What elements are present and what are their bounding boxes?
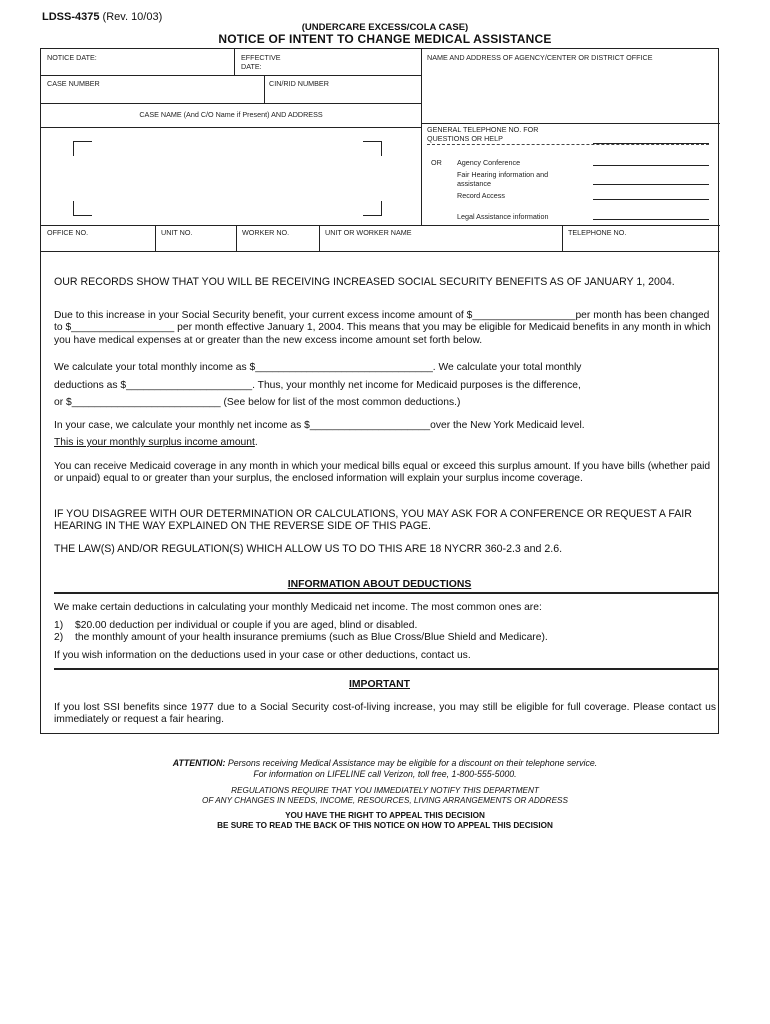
section-rule (54, 592, 719, 594)
deduction-item-number: 2) (54, 632, 64, 643)
grid-line (236, 225, 237, 252)
legal-assistance-label: Legal Assistance information (457, 212, 549, 221)
general-phone-label: GENERAL TELEPHONE NO. FOR QUESTIONS OR HELP (427, 125, 539, 143)
paragraph-net-difference: or $__________________________ (See below for list of the most common deductions.) (54, 397, 461, 408)
grid-line (234, 49, 235, 76)
agency-conference-label: Agency Conference (457, 158, 521, 167)
appeal-line-1: YOU HAVE THE RIGHT TO APPEAL THIS DECISION (285, 811, 485, 820)
page-title: NOTICE OF INTENT TO CHANGE MEDICAL ASSISTANCE (218, 32, 552, 46)
grid-line (562, 225, 563, 252)
grid-line (41, 127, 421, 128)
record-access-label: Record Access (457, 191, 505, 200)
appeal-line-2: BE SURE TO READ THE BACK OF THIS NOTICE ON HOW TO APPEAL THIS DECISION (217, 821, 553, 830)
section-rule (54, 668, 719, 670)
unit-no-label: UNIT NO. (161, 228, 193, 237)
grid-line (41, 225, 720, 226)
attention-label: ATTENTION: (172, 758, 226, 768)
deduction-item-1: $20.00 deduction per individual or couple if you are aged, blind or disabled. (75, 620, 418, 631)
paragraph-net-income: In your case, we calculate your monthly net income as $_____________________over the New York Medicaid level. (54, 420, 585, 431)
address-window-corner (363, 141, 382, 156)
form-code: LDSS-4375 (42, 11, 100, 23)
record-access-blank (593, 199, 709, 200)
lifeline-text: For information on LIFELINE call Verizon, toll free, 1-800-555-5000. (253, 769, 517, 779)
regulations-line-2 (0, 795, 770, 806)
or-label: OR (431, 158, 442, 167)
form-subtitle: (UNDERCARE EXCESS/COLA CASE) (301, 22, 469, 33)
lifeline-line (0, 769, 770, 780)
deductions-outro: If you wish information on the deductions used in your case or other deductions, contact us. (54, 650, 471, 661)
form-revision: (Rev. 10/03) (102, 11, 163, 23)
grid-line (41, 103, 421, 104)
paragraph-excess-change: Due to this increase in your Social Security benefit, your current excess income amount of $__________________per month has been changed to $__________________ per month effective January 1, 2004. This means that you may be eligible for Medicaid benefits in any month in which you have medical expenses at or greater than the new excess income amount set forth below. (54, 310, 711, 346)
effective-date-label: EFFECTIVE DATE: (241, 53, 281, 71)
office-no-label: OFFICE NO. (47, 228, 89, 237)
unit-worker-name-label: UNIT OR WORKER NAME (325, 228, 412, 237)
surplus-income-statement: This is your monthly surplus income amount (54, 437, 255, 448)
grid-line (319, 225, 320, 252)
paragraph-regulations: THE LAW(S) AND/OR REGULATION(S) WHICH ALLOW US TO DO THIS ARE 18 NYCRR 360-2.3 and 2.6. (54, 543, 563, 555)
attention-text: Persons receiving Medical Assistance may be eligible for a discount on their telephone service. (227, 758, 598, 768)
grid-line (155, 225, 156, 252)
agency-address-label: NAME AND ADDRESS OF AGENCY/CENTER OR DISTRICT OFFICE (427, 53, 653, 62)
grid-line (41, 251, 720, 252)
fair-hearing-info-label: Fair Hearing information and assistance (457, 170, 549, 188)
important-heading: IMPORTANT (349, 679, 410, 690)
grid-line (421, 123, 720, 124)
fair-hearing-blank (593, 184, 709, 185)
paragraph-deductions-calc: deductions as $______________________. Thus, your monthly net income for Medicaid purposes is the difference, (54, 380, 581, 391)
address-window-corner (73, 141, 92, 156)
grid-line (41, 75, 421, 76)
legal-assistance-blank (593, 219, 709, 220)
deductions-heading: INFORMATION ABOUT DEDUCTIONS (287, 579, 472, 590)
worker-no-label: WORKER NO. (242, 228, 290, 237)
deductions-intro: We make certain deductions in calculating your monthly Medicaid net income. The most common ones are: (54, 602, 542, 613)
case-number-label: CASE NUMBER (47, 79, 100, 88)
surplus-income-period: . (254, 437, 258, 448)
important-text: If you lost SSI benefits since 1977 due to a Social Security cost-of-living increase, you may still be eligible for full coverage. Please contact us immediately or request a fair hearing. (54, 702, 716, 726)
attention-line (0, 758, 770, 769)
address-window-corner (73, 201, 92, 216)
grid-line (421, 49, 422, 226)
deduction-item-number: 1) (54, 620, 64, 631)
agency-conference-blank (593, 165, 709, 166)
dashed-divider (427, 144, 709, 145)
paragraph-coverage: You can receive Medicaid coverage in any month in which your medical bills equal or exceed this surplus amount. If you have bills (whether paid or unpaid) equal to or greater than your surplus, the enclosed information will explain your surplus income coverage. (54, 461, 711, 485)
notice-date-label: NOTICE DATE: (47, 53, 97, 62)
paragraph-increase-notice: OUR RECORDS SHOW THAT YOU WILL BE RECEIVING INCREASED SOCIAL SECURITY BENEFITS AS OF JANUARY 1, 2004. (54, 276, 675, 288)
paragraph-disagree: IF YOU DISAGREE WITH OUR DETERMINATION OR CALCULATIONS, YOU MAY ASK FOR A CONFERENCE OR REQUEST A FAIR HEARING IN THE WAY EXPLAINED ON THE REVERSE SIDE OF THIS PAGE. (54, 508, 692, 533)
regs-text-1: REGULATIONS REQUIRE THAT YOU IMMEDIATELY NOTIFY THIS DEPARTMENT (231, 786, 539, 795)
surplus-income-line (54, 437, 718, 449)
deduction-item-2: the monthly amount of your health insurance premiums (such as Blue Cross/Blue Shield and Medicare). (75, 632, 548, 643)
paragraph-income-calc: We calculate your total monthly income as $_______________________________. We calculate your total monthly (54, 362, 582, 373)
cin-rid-number-label: CIN/RID NUMBER (269, 79, 329, 88)
case-name-address-label: CASE NAME (And C/O Name if Present) AND ADDRESS (139, 110, 323, 119)
telephone-no-label: TELEPHONE NO. (568, 228, 627, 237)
address-window-corner (363, 201, 382, 216)
grid-line (264, 75, 265, 104)
regs-text-2: OF ANY CHANGES IN NEEDS, INCOME, RESOURCES, LIVING ARRANGEMENTS OR ADDRESS (202, 796, 568, 805)
